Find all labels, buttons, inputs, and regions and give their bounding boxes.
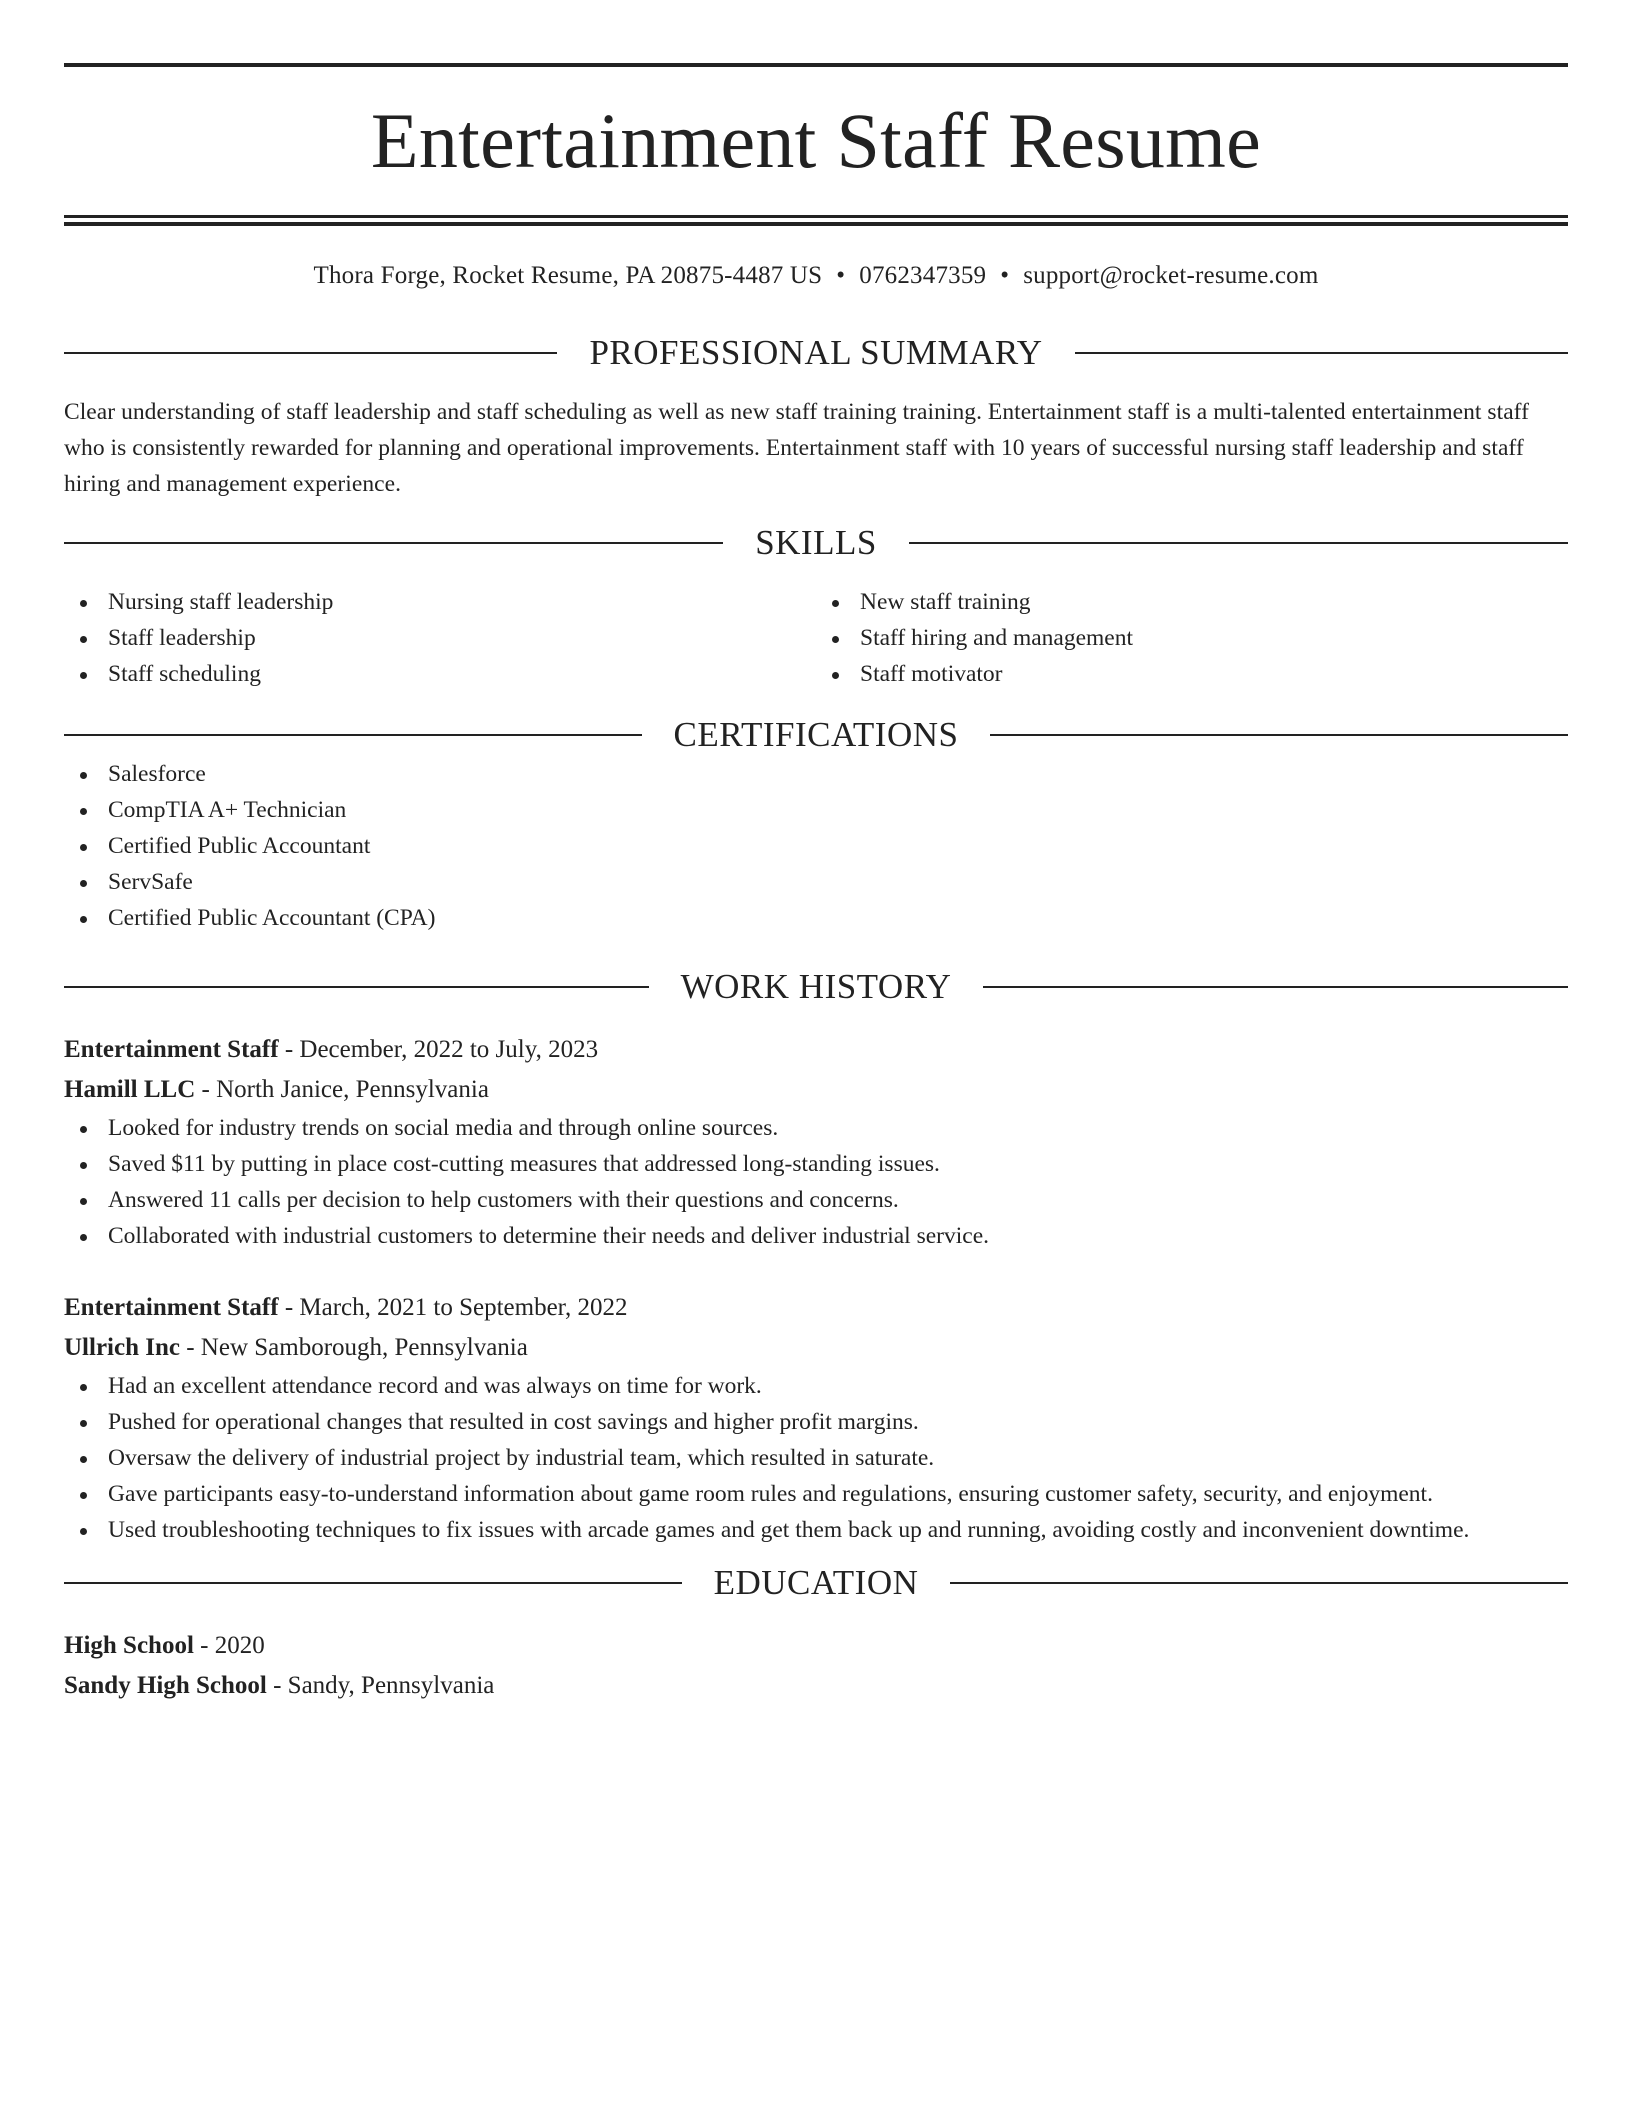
job-title-line [64,1288,1568,1328]
work-history-heading: WORK HISTORY [680,967,952,1006]
section-rule-left [64,542,723,544]
job-title-line [64,1030,1568,1070]
skills-heading: SKILLS [755,523,877,562]
certifications-list [64,756,1568,936]
skill-item: New staff training [816,584,1568,620]
education-school-line [64,1666,1568,1706]
education-location: - Sandy, Pennsylvania [266,1672,495,1699]
work-history-section-header [64,966,1568,1008]
job-location: - New Samborough, Pennsylvania [179,1334,528,1361]
skill-item: Staff hiring and management [816,620,1568,656]
section-rule-right [983,986,1568,988]
contact-separator: • [1000,262,1010,289]
section-rule-right [950,1582,1568,1584]
education-entry [64,1626,1568,1706]
job-bullet: Gave participants easy-to-understand information about game room rules and regulations, ensuring customer safety, security, and enjoyment. [64,1476,1568,1512]
section-rule-left [64,352,557,354]
contact-address: Thora Forge, Rocket Resume, PA 20875-4487 US [313,262,823,289]
job-company-line [64,1328,1568,1368]
section-rule-left [64,734,642,736]
job-bullet: Saved $11 by putting in place cost-cutting measures that addressed long-standing issues. [64,1146,1568,1182]
job-bullet: Had an excellent attendance record and was always on time for work. [64,1368,1568,1404]
skills-section-header [64,522,1568,564]
job-bullet: Oversaw the delivery of industrial project by industrial team, which resulted in saturate. [64,1440,1568,1476]
job-bullets [64,1368,1568,1548]
job-bullet: Pushed for operational changes that resulted in cost savings and higher profit margins. [64,1404,1568,1440]
education-school: Sandy High School [64,1672,267,1699]
skills-list-right [816,584,1568,692]
education-degree: High School [64,1632,194,1659]
job-company: Hamill LLC [64,1076,196,1103]
contact-line [64,260,1568,292]
job-bullet: Used troubleshooting techniques to fix issues with arcade games and get them back up and running, avoiding costly and inconvenient downtime. [64,1512,1568,1548]
contact-separator: • [836,262,846,289]
section-rule-right [990,734,1568,736]
job-dates: - March, 2021 to September, 2022 [278,1294,628,1321]
skill-item: Staff scheduling [64,656,816,692]
section-rule-right [1075,352,1568,354]
job-entry [64,1030,1568,1254]
certification-item: ServSafe [64,864,1568,900]
summary-text: Clear understanding of staff leadership and staff scheduling as well as new staff training training. Entertainment staff is a multi-talented entertainment staff who is consistently rewarded for planning and operational improvements. Entertainment staff with 10 years of successful nursing staff leadership and staff hiring and management experience. [64,399,1530,497]
job-bullets [64,1110,1568,1254]
certification-item: CompTIA A+ Technician [64,792,1568,828]
job-title: Entertainment Staff [64,1294,279,1321]
job-entry [64,1288,1568,1548]
education-degree-line [64,1626,1568,1666]
education-heading: EDUCATION [713,1563,919,1602]
contact-email: support@rocket-resume.com [1023,262,1319,289]
summary-heading: PROFESSIONAL SUMMARY [589,333,1043,372]
job-bullet: Looked for industry trends on social media and through online sources. [64,1110,1568,1146]
job-bullet: Answered 11 calls per decision to help customers with their questions and concerns. [64,1182,1568,1218]
certification-item: Salesforce [64,756,1568,792]
certification-item: Certified Public Accountant (CPA) [64,900,1568,936]
job-location: - North Janice, Pennsylvania [195,1076,489,1103]
summary-section-header [64,332,1568,374]
job-bullet: Collaborated with industrial customers to determine their needs and deliver industrial service. [64,1218,1568,1254]
job-company-line [64,1070,1568,1110]
certification-item: Certified Public Accountant [64,828,1568,864]
skill-item: Staff motivator [816,656,1568,692]
skill-item: Nursing staff leadership [64,584,816,620]
section-rule-left [64,986,649,988]
skill-item: Staff leadership [64,620,816,656]
certifications-section-header [64,714,1568,756]
section-rule-left [64,1582,682,1584]
skills-list-left [64,584,816,692]
education-year: - 2020 [193,1632,265,1659]
certifications-heading: CERTIFICATIONS [673,715,959,754]
education-section-header [64,1562,1568,1604]
job-title: Entertainment Staff [64,1036,279,1063]
job-company: Ullrich Inc [64,1334,180,1361]
job-dates: - December, 2022 to July, 2023 [278,1036,599,1063]
section-rule-right [909,542,1568,544]
title-double-rule [64,215,1568,226]
contact-phone: 0762347359 [859,262,987,289]
skills-grid [64,584,1568,692]
resume-title: Entertainment Staff Resume [370,97,1262,184]
